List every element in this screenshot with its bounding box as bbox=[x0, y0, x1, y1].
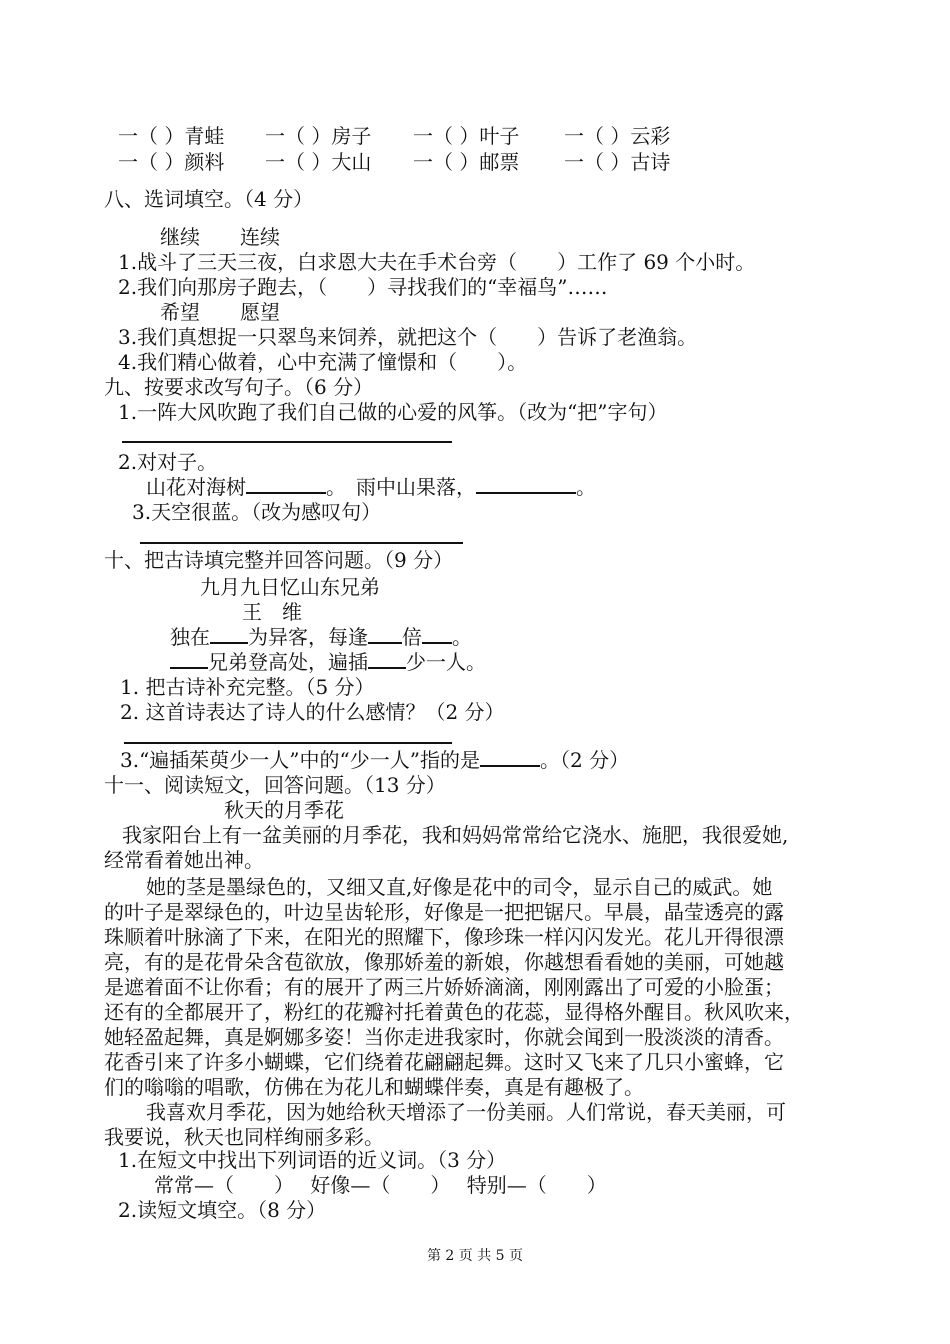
poem-line-2 bbox=[170, 649, 486, 675]
section-10-heading: 十、把古诗填完整并回答问题。（9 分） bbox=[104, 548, 454, 572]
couplet-part-b: 。 雨中山果落， bbox=[326, 475, 476, 499]
s8-question-2: 2.我们向那房子跑去，（ ）寻找我们的“幸福鸟”…… bbox=[118, 275, 608, 299]
measure-word-4: 一（ ）云彩 bbox=[564, 124, 671, 148]
passage-line: 经常看着她出神。 bbox=[104, 848, 264, 872]
measure-word-8: 一（ ）古诗 bbox=[564, 150, 671, 174]
blank[interactable] bbox=[476, 474, 576, 494]
passage-line: 我喜欢月季花，因为她给秋天增添了一份美丽。人们常说，春天美丽，可 bbox=[146, 1100, 786, 1124]
passage-line: 她的茎是墨绿色的，又细又直,好像是花中的司令，显示自己的威武。她 bbox=[146, 875, 773, 899]
section-9-heading: 九、按要求改写句子。（6 分） bbox=[104, 375, 374, 399]
word-choice-1: 继续 连续 bbox=[160, 225, 280, 249]
s11-question-2: 2.读短文填空。（8 分） bbox=[118, 1198, 327, 1222]
s8-question-3: 3.我们真想捉一只翠鸟来饲养，就把这个（ ）告诉了老渔翁。 bbox=[118, 325, 698, 349]
measure-word-2: 一（ ）房子 bbox=[265, 124, 372, 148]
blank[interactable] bbox=[210, 624, 248, 644]
word-choice-2: 希望 愿望 bbox=[160, 300, 280, 324]
poem-line-1 bbox=[170, 624, 472, 650]
s10-question-1: 1. 把古诗补充完整。（5 分） bbox=[120, 675, 375, 699]
s9-question-1: 1.一阵大风吹跑了我们自己做的心爱的风筝。（改为“把”字句） bbox=[118, 400, 668, 424]
s8-question-1: 1.战斗了三天三夜，白求恩大夫在手术台旁（ ）工作了 69 个小时。 bbox=[118, 250, 756, 274]
passage-line: 她轻盈起舞，真是婀娜多姿！当你走进我家时，你就会闻到一股淡淡的清香。 bbox=[104, 1025, 784, 1049]
blank[interactable] bbox=[368, 624, 402, 644]
s10-question-3 bbox=[120, 747, 629, 773]
poem-text: 为异客，每逢 bbox=[248, 625, 368, 649]
s10-question-2: 2. 这首诗表达了诗人的什么感情？（2 分） bbox=[120, 700, 505, 724]
passage-line: 珠顺着叶脉滴了下来，在阳光的照耀下，像珍珠一样闪闪发光。花儿开得很漂 bbox=[104, 925, 784, 949]
passage-title: 秋天的月季花 bbox=[224, 798, 344, 822]
poem-text: 兄弟登高处，遍插 bbox=[208, 650, 368, 674]
poem-title: 九月九日忆山东兄弟 bbox=[200, 575, 380, 599]
measure-word-3: 一（ ）叶子 bbox=[413, 124, 520, 148]
s8-question-4: 4.我们精心做着，心中充满了憧憬和（ ）。 bbox=[118, 350, 528, 374]
answer-line[interactable] bbox=[140, 542, 463, 544]
s9-question-3: 3.天空很蓝。（改为感叹句） bbox=[132, 500, 382, 524]
s9-question-2: 2.对对子。 bbox=[118, 450, 218, 474]
passage-line: 我家阳台上有一盆美丽的月季花，我和妈妈常常给它浇水、施肥，我很爱她, bbox=[122, 823, 789, 847]
blank[interactable] bbox=[170, 649, 208, 669]
page-number: 第 2 页 共 5 页 bbox=[426, 1248, 524, 1264]
poem-text: 少一人。 bbox=[406, 650, 486, 674]
s11-question-1: 1.在短文中找出下列词语的近义词。（3 分） bbox=[118, 1148, 507, 1172]
passage-line: 是遮着面不让你看；有的展开了两三片娇娇滴滴，刚刚露出了可爱的小脸蛋； bbox=[104, 975, 784, 999]
poem-author: 王 维 bbox=[242, 600, 302, 624]
synonym-blanks: 常常—（ ） 好像—（ ） 特别—（ ） bbox=[154, 1173, 607, 1197]
section-8-heading: 八、选词填空。（4 分） bbox=[104, 187, 314, 211]
section-11-heading: 十一、阅读短文，回答问题。（13 分） bbox=[104, 773, 446, 797]
passage-line: 的叶子是翠绿色的，叶边呈齿轮形，好像是一把把锯尺。早晨，晶莹透亮的露 bbox=[104, 900, 784, 924]
answer-line[interactable] bbox=[122, 441, 452, 443]
couplet-line bbox=[146, 474, 596, 500]
passage-line: 亮，有的是花骨朵含苞欲放，像那娇羞的新娘，你越想看看她的美丽，可她越 bbox=[104, 950, 784, 974]
couplet-part-a: 山花对海树 bbox=[146, 475, 246, 499]
answer-line[interactable] bbox=[124, 742, 452, 744]
question-text: 3.“遍插茱萸少一人”中的“少一人”指的是 bbox=[120, 748, 480, 772]
blank[interactable] bbox=[246, 474, 326, 494]
passage-line: 们的嗡嗡的唱歌，仿佛在为花儿和蝴蝶伴奏，真是有趣极了。 bbox=[104, 1075, 644, 1099]
measure-word-5: 一（ ）颜料 bbox=[118, 150, 225, 174]
measure-word-6: 一（ ）大山 bbox=[265, 150, 372, 174]
blank[interactable] bbox=[480, 747, 540, 767]
question-text: 。（2 分） bbox=[539, 748, 630, 772]
blank[interactable] bbox=[422, 624, 452, 644]
poem-text: 独在 bbox=[170, 625, 210, 649]
passage-line: 我要说，秋天也同样绚丽多彩。 bbox=[104, 1125, 384, 1149]
poem-text: 。 bbox=[452, 625, 472, 649]
passage-line: 花香引来了许多小蝴蝶，它们绕着花翩翩起舞。这时又飞来了几只小蜜蜂，它 bbox=[104, 1050, 784, 1074]
poem-text: 倍 bbox=[402, 625, 422, 649]
measure-word-7: 一（ ）邮票 bbox=[413, 150, 520, 174]
measure-word-1: 一（ ）青蛙 bbox=[118, 124, 225, 148]
passage-line: 还有的全都展开了，粉红的花瓣衬托着黄色的花蕊，显得格外醒目。秋风吹来， bbox=[104, 1000, 804, 1024]
couplet-end: 。 bbox=[576, 475, 596, 499]
blank[interactable] bbox=[368, 649, 406, 669]
